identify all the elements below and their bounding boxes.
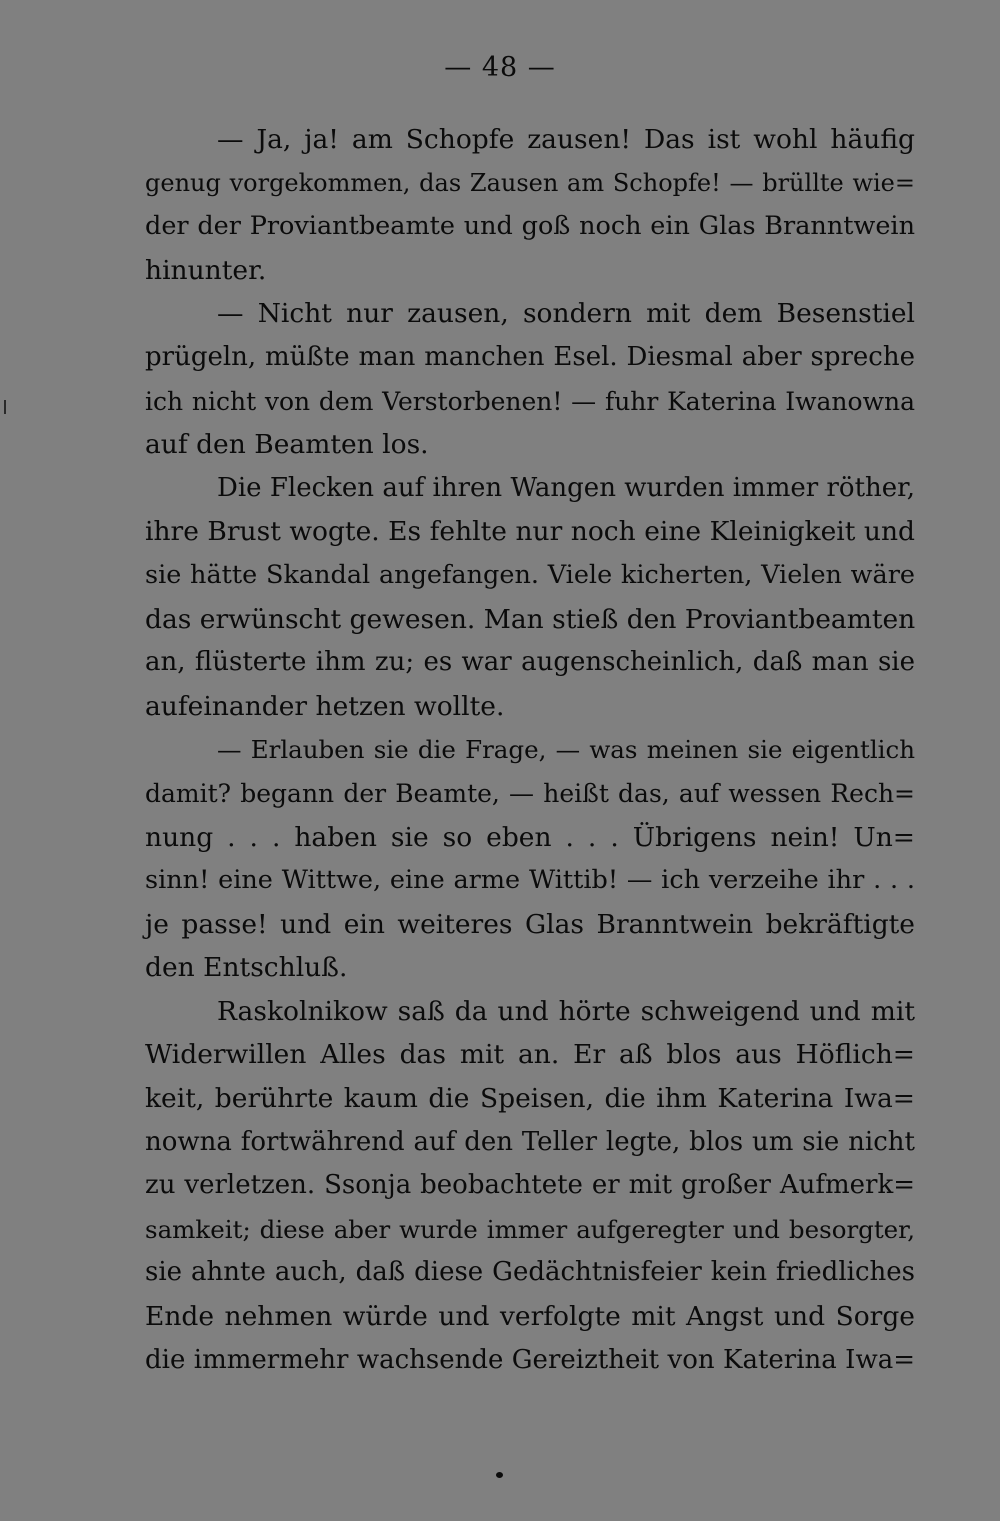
ink-speck <box>496 1472 503 1478</box>
text-line: der der Proviantbeamte und goß noch ein Glas Branntwein <box>145 211 915 242</box>
text-line: sinn! eine Wittwe, eine arme Wittib! — ich verzeihe ihr . . . <box>145 865 915 896</box>
text-line: — Nicht nur zausen, sondern mit dem Besenstiel <box>217 298 915 330</box>
text-line: prügeln, müßte man manchen Esel. Diesmal aber spreche <box>145 341 915 372</box>
page-number: — 48 — <box>444 52 556 83</box>
text-line: sie ahnte auch, daß diese Gedächtnisfeier kein friedliches <box>145 1257 915 1288</box>
text-line: die immermehr wachsende Gereiztheit von Katerina Iwa= <box>145 1344 915 1375</box>
text-line: sie hätte Skandal angefangen. Viele kicherten, Vielen wäre <box>145 559 915 590</box>
text-line: Widerwillen Alles das mit an. Er aß blos aus Höflich= <box>145 1039 915 1071</box>
scan-edge-mark <box>4 400 6 414</box>
text-line: ich nicht von dem Verstorbenen! — fuhr Katerina Iwanowna <box>145 386 915 416</box>
text-line: genug vorgekommen, das Zausen am Schopfe! — brüllte wie= <box>145 168 915 197</box>
text-line: Raskolnikow saß da und hörte schweigend und mit <box>217 995 915 1027</box>
text-line: keit, berührte kaum die Speisen, die ihm Katerina Iwa= <box>145 1083 915 1115</box>
text-line: an, flüsterte ihm zu; es war augenscheinlich, daß man sie <box>145 647 915 678</box>
text-line: aufeinander hetzen wollte. <box>145 690 505 722</box>
text-line: das erwünscht gewesen. Man stieß den Proviantbeamten <box>145 603 916 635</box>
text-line: zu verletzen. Ssonja beobachtete er mit großer Aufmerk= <box>145 1170 915 1201</box>
text-line: Ende nehmen würde und verfolgte mit Angst und Sorge <box>145 1301 915 1333</box>
body-text <box>145 118 915 1382</box>
text-line: nowna fortwährend auf den Teller legte, blos um sie nicht <box>145 1126 915 1157</box>
text-line: Die Flecken auf ihren Wangen wurden immer röther, <box>217 472 915 503</box>
text-line: samkeit; diese aber wurde immer aufgeregter und besorgter, <box>145 1214 915 1244</box>
text-line: — Erlauben sie die Frage, — was meinen sie eigentlich <box>217 735 915 765</box>
text-line: auf den Beamten los. <box>145 429 429 461</box>
text-line: damit? begann der Beamte, — heißt das, auf wessen Rech= <box>145 778 915 808</box>
text-line: ihre Brust wogte. Es fehlte nur noch eine Kleinigkeit und <box>145 516 915 548</box>
text-line: nung . . . haben sie so eben . . . Übrigens nein! Un= <box>145 821 915 853</box>
text-line: den Entschluß. <box>145 952 348 984</box>
text-line: je passe! und ein weiteres Glas Branntwein bekräftigte <box>145 908 915 940</box>
text-line: hinunter. <box>145 254 267 286</box>
text-line: — Ja, ja! am Schopfe zausen! Das ist wohl häufig <box>217 124 915 155</box>
